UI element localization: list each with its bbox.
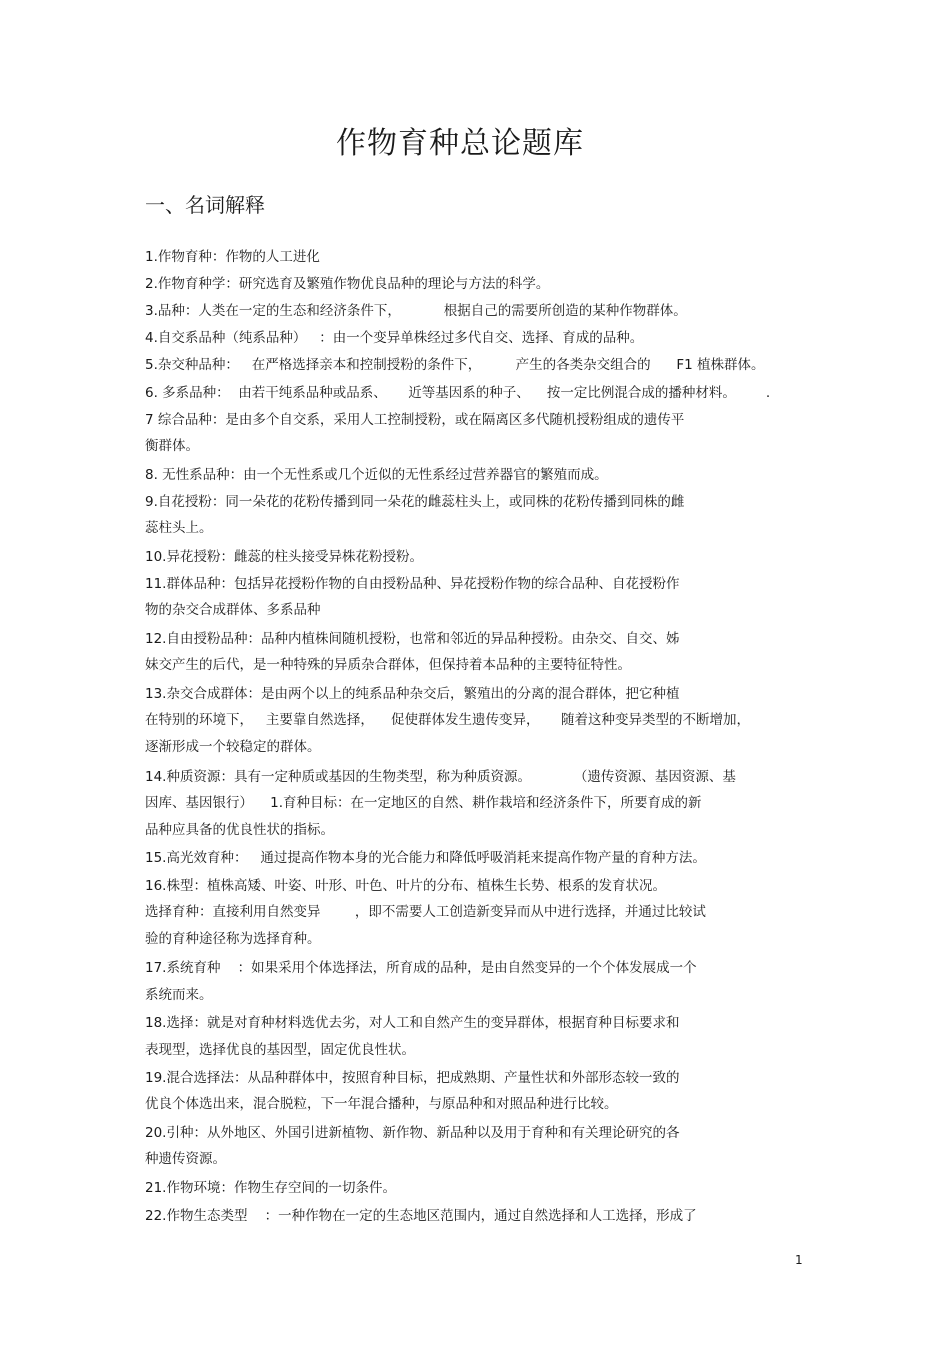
text-line: 品种应具备的优良性状的指标。 [145,822,334,838]
text-line: 妹交产生的后代，是一种特殊的异质杂合群体，但保持着本品种的主要特征特性。 [145,657,631,673]
text-line: 1.作物育种：作物的人工进化 [145,249,320,265]
text-line: 11.群体品种：包括异花授粉作物的自由授粉品种、异花授粉作物的综合品种、自花授粉作 [145,576,680,592]
text-line: 19.混合选择法：从品种群体中，按照育种目标，把成熟期、产量性状和外部形态较一致的 [145,1070,680,1086]
text-line: 选择育种：直接利用自然变异 ，即不需要人工创造新变异而从中进行选择，并通过比较试 [145,904,706,920]
page-number: 1 [795,1253,803,1267]
text-line: 16.株型：植株高矮、叶姿、叶形、叶色、叶片的分布、植株生长势、根系的发育状况。 [145,878,666,894]
text-line: 22.作物生态类型 ：一种作物在一定的生态地区范围内，通过自然选择和人工选择，形成了 [145,1208,697,1224]
text-line: 21.作物环境：作物生存空间的一切条件。 [145,1180,396,1196]
text-line: 10.异花授粉：雌蕊的柱头接受异株花粉授粉。 [145,549,423,565]
text-line: 在特别的环境下， 主要靠自然选择， 促使群体发生遗传变异， 随着这种变异类型的不断增加， [145,712,750,728]
text-line: 7 综合品种：是由多个自交系，采用人工控制授粉，或在隔离区多代随机授粉组成的遗传平 [145,412,685,428]
text-line: 4.自交系品种（纯系品种） ：由一个变异单株经过多代自交、选择、育成的品种。 [145,330,644,346]
text-line: 18.选择：就是对育种材料选优去劣，对人工和自然产生的变异群体，根据育种目标要求和 [145,1015,680,1031]
text-line: 表现型，选择优良的基因型，固定优良性状。 [145,1042,415,1058]
text-line: 逐渐形成一个较稳定的群体。 [145,739,321,755]
text-line: 种遗传资源。 [145,1151,226,1167]
text-line: 2.作物育种学：研究选育及繁殖作物优良品种的理论与方法的科学。 [145,276,550,292]
text-line: 物的杂交合成群体、多系品种 [145,602,321,618]
text-line: 3.品种：人类在一定的生态和经济条件下， 根据自己的需要所创造的某种作物群体。 [145,303,687,319]
text-line: 衡群体。 [145,438,199,454]
text-line: 5.杂交种品种： 在严格选择亲本和控制授粉的条件下， 产生的各类杂交组合的 F1 植株群体。 [145,357,765,373]
section-heading: 一、名词解释 [145,193,265,217]
text-line: 优良个体选出来，混合脱粒，下一年混合播种，与原品种和对照品种进行比较。 [145,1096,618,1112]
page-title: 作物育种总论题库 [336,126,584,161]
text-line: 13.杂交合成群体：是由两个以上的纯系品种杂交后，繁殖出的分离的混合群体，把它种植 [145,686,680,702]
text-line: 蕊柱头上。 [145,520,213,536]
text-line: 9.自花授粉：同一朵花的花粉传播到同一朵花的雌蕊柱头上，或同株的花粉传播到同株的雌 [145,494,685,510]
text-line: 验的育种途径称为选择育种。 [145,931,321,947]
text-line: 15.高光效育种： 通过提高作物本身的光合能力和降低呼吸消耗来提高作物产量的育种方法。 [145,850,706,866]
text-line: 8. 无性系品种：由一个无性系或几个近似的无性系经过营养器官的繁殖而成。 [145,467,608,483]
text-line: 14.种质资源：具有一定种质或基因的生物类型，称为种质资源。 （遗传资源、基因资源、基 [145,769,736,785]
text-line: 17.系统育种 ：如果采用个体选择法，所育成的品种，是由自然变异的一个个体发展成一个 [145,960,697,976]
text-line: 20.引种：从外地区、外国引进新植物、新作物、新品种以及用于育种和有关理论研究的各 [145,1125,680,1141]
text-line: 因库、基因银行） 1.育种目标：在一定地区的自然、耕作栽培和经济条件下，所要育成的新 [145,795,702,811]
text-line: 系统而来。 [145,987,213,1003]
text-line: 12.自由授粉品种：品种内植株间随机授粉，也常和邻近的异品种授粉。由杂交、自交、姊 [145,631,680,647]
text-line: 6. 多系品种： 由若干纯系品种或品系、 近等基因系的种子、 按一定比例混合成的播种材料。 . [145,385,771,401]
